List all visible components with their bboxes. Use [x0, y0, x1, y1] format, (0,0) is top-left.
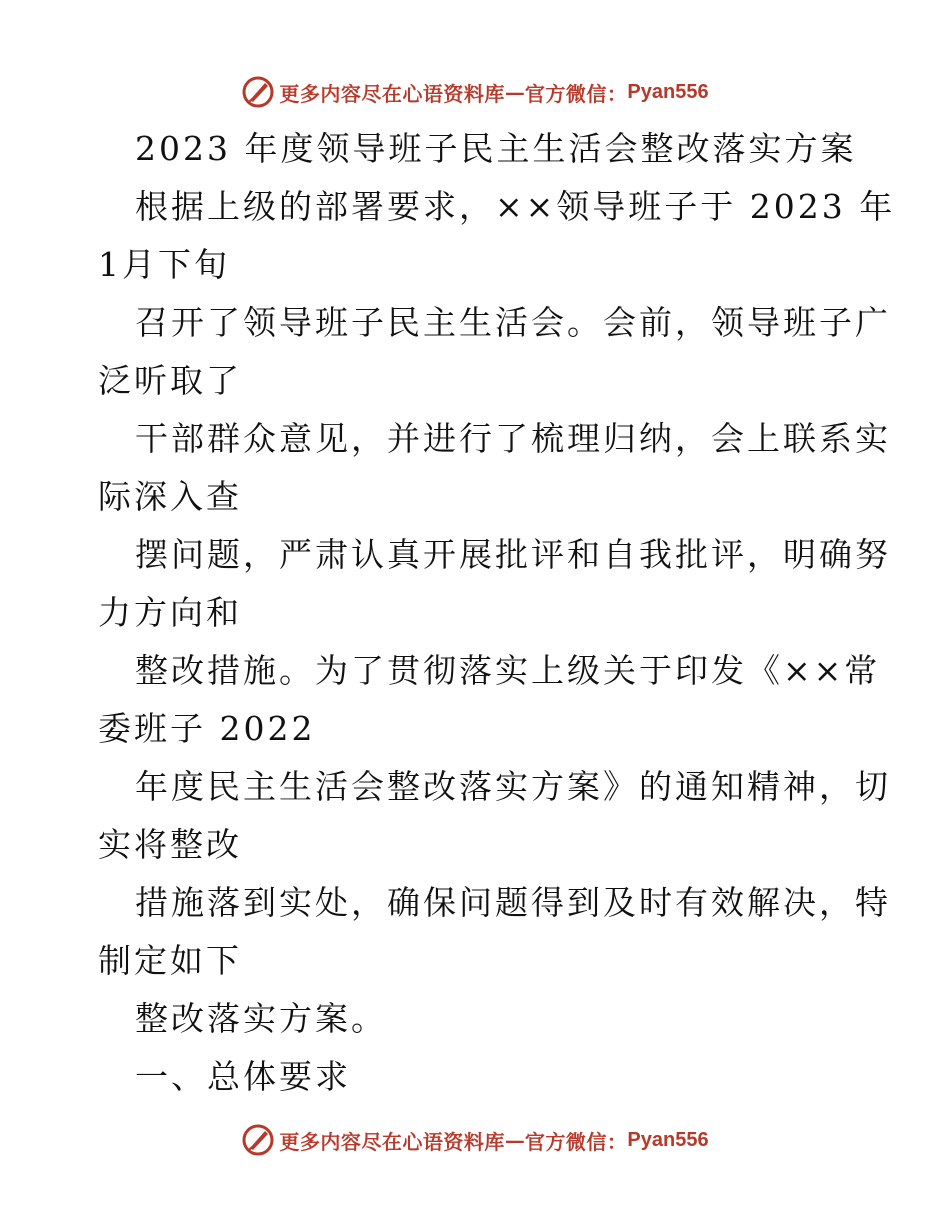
watermark-wechat-label: 官方微信：	[524, 81, 628, 106]
watermark-site-text: 更多内容尽在心语资料库	[279, 1129, 505, 1154]
document-body	[98, 120, 896, 1106]
watermark-account: Pyan556	[627, 1128, 709, 1151]
text-line: 年度民主生活会整改落实方案》的通知精神，切	[135, 767, 891, 806]
document-title: 2023 年度领导班子民主生活会整改落实方案	[135, 129, 857, 168]
watermark-account: Pyan556	[627, 80, 709, 103]
text-line: 1月下旬	[98, 245, 230, 284]
text-line: 一、总体要求	[135, 1057, 351, 1096]
watermark-separator: —	[504, 80, 525, 104]
text-line: 力方向和	[98, 593, 242, 632]
text-line: 制定如下	[98, 941, 242, 980]
text-line: 际深入查	[98, 477, 242, 516]
text-line: 摆问题，严肃认真开展批评和自我批评，明确努	[135, 535, 891, 574]
watermark-separator: —	[504, 1128, 525, 1152]
quill-pen-logo-icon	[241, 1123, 275, 1157]
header-watermark	[0, 70, 950, 114]
watermark-wechat-label: 官方微信：	[524, 1129, 628, 1154]
text-line: 泛听取了	[98, 361, 242, 400]
text-line: 措施落到实处，确保问题得到及时有效解决，特	[135, 883, 891, 922]
text-line: 实将整改	[98, 825, 242, 864]
text-line: 整改措施。为了贯彻落实上级关于印发《××常	[135, 651, 881, 690]
watermark-site-text: 更多内容尽在心语资料库	[279, 81, 505, 106]
text-line: 整改落实方案。	[135, 999, 387, 1038]
text-line: 召开了领导班子民主生活会。会前，领导班子广	[135, 303, 891, 342]
text-line: 委班子 2022	[98, 709, 316, 748]
footer-watermark	[0, 1118, 950, 1162]
quill-pen-logo-icon	[241, 75, 275, 109]
text-line: 根据上级的部署要求，××领导班子于 2023 年	[135, 187, 896, 226]
text-line: 干部群众意见，并进行了梳理归纳，会上联系实	[135, 419, 891, 458]
